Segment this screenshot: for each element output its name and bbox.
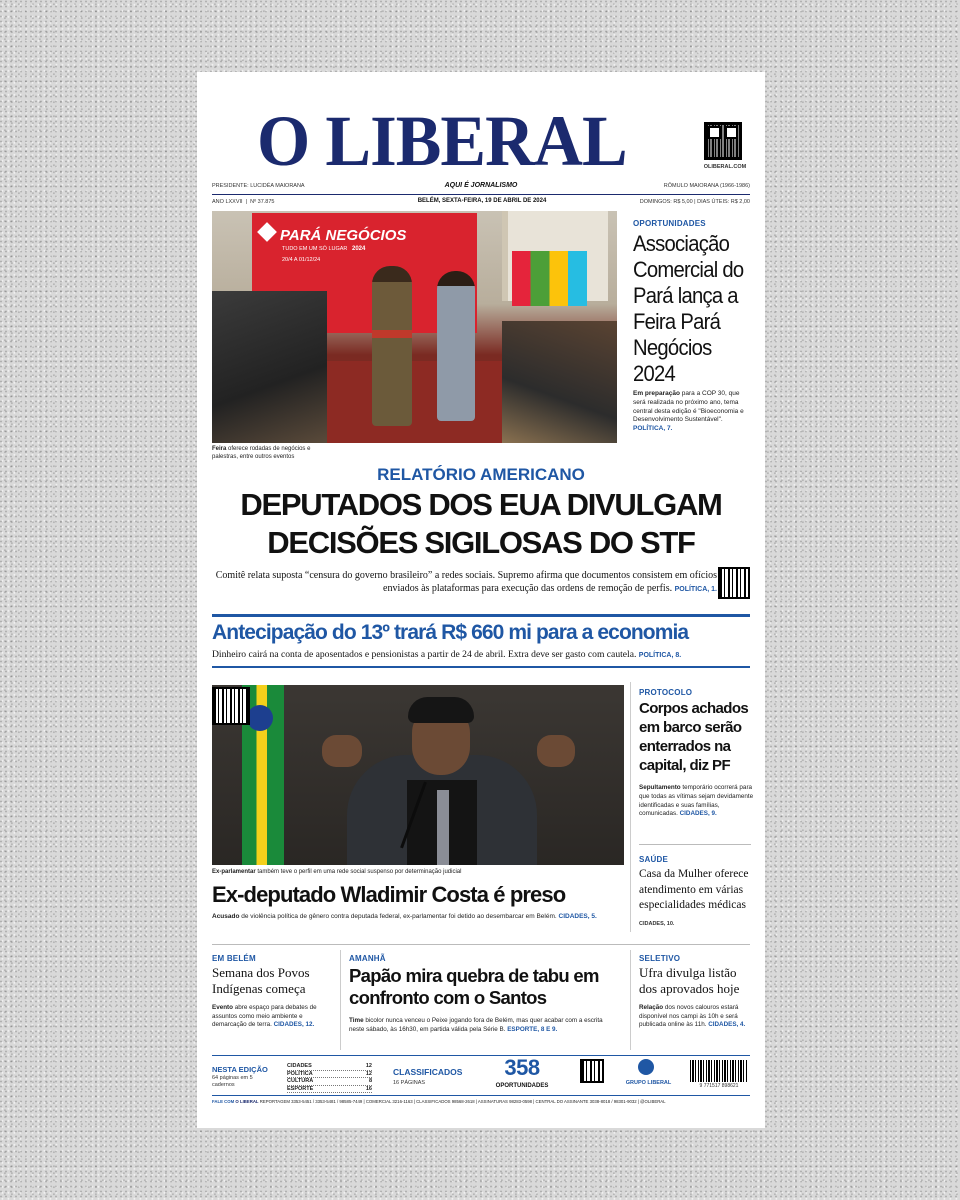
- main-story-ref[interactable]: POLÍTICA, 1.: [674, 586, 717, 593]
- saude-tag: SAÚDE: [639, 855, 669, 864]
- footer-divider: [212, 1055, 750, 1056]
- masthead-founder: RÔMULO MAIORANA (1966-1986): [663, 183, 750, 189]
- photo-story-qr-code[interactable]: [212, 687, 250, 725]
- speaker-right-hand: [537, 735, 575, 767]
- em-belem-lead-text: abre espaço para debates de assuntos como meio ambiente e demarcação de terra.: [212, 1004, 317, 1028]
- screen-subtitle: TUDO EM UM SÓ LUGAR: [282, 246, 348, 252]
- main-headline-line2[interactable]: DECISÕES SIGILOSAS DO STF: [267, 525, 695, 560]
- volume-text: ANO LXXVII: [212, 199, 243, 205]
- section-pages: 16: [365, 1085, 372, 1092]
- main-story-qr-code[interactable]: [718, 567, 750, 599]
- flag-globe: [247, 705, 273, 731]
- amanha-tag: AMANHÃ: [349, 954, 386, 963]
- second-story-divider: [212, 666, 750, 668]
- section-row[interactable]: [287, 1086, 372, 1094]
- section-row[interactable]: [287, 1078, 372, 1086]
- section-name: CIDADES: [287, 1063, 312, 1069]
- em-belem-ref[interactable]: CIDADES, 12.: [273, 1021, 315, 1028]
- amanha-lead-text: bicolor nunca venceu o Peixe jogando fora de Belém, mas quer acabar com a escrita neste sábado, às 16h30, em partida válida pela Série B.: [349, 1017, 603, 1033]
- saude-headline[interactable]: Casa da Mulher oferece atendimento em várias especialidades médicas: [639, 868, 749, 911]
- arrest-photo[interactable]: [212, 685, 624, 865]
- protocolo-ref[interactable]: CIDADES, 9.: [679, 810, 717, 818]
- seletivo-headline[interactable]: Ufra divulga listão dos aprovados hoje: [639, 965, 740, 996]
- contact-line[interactable]: REPORTAGEM 3353-5451 / 3353-5481 / 98585-7449 | COMERCIAL 3216-1163 | CLASSIFICADOS 98568-2618 | ASSINATURAS 98283-0598 | CENTRAL DO ASSINANTE 3038-8018 / 98301-9032 | @OLIBERAL: [259, 1099, 666, 1104]
- audience-left: [212, 291, 327, 443]
- side-story-headline[interactable]: Associação Comercial do Pará lança a Feira Pará Negócios 2024: [633, 231, 744, 386]
- masthead-title[interactable]: O LIBERAL: [257, 101, 627, 181]
- section-pages: 12: [365, 1063, 372, 1069]
- footer-qr-code[interactable]: [580, 1059, 604, 1083]
- masthead-date: BELÉM, SEXTA-FEIRA, 19 DE ABRIL DE 2024: [417, 198, 547, 204]
- photo-caption-bold: Ex-parlamentar: [212, 869, 256, 875]
- speaker-hair: [408, 697, 474, 723]
- photo-story-ref[interactable]: CIDADES, 5.: [558, 913, 597, 920]
- second-story-ref[interactable]: POLÍTICA, 8.: [638, 652, 682, 659]
- seletivo-lead: [639, 1004, 755, 1030]
- opportunities-label: OPORTUNIDADES: [495, 1083, 549, 1089]
- masthead-president: PRESIDENTE: LUCIDÉA MAIORANA: [212, 183, 305, 189]
- main-story-lead: [212, 569, 717, 596]
- contact-bar: [212, 1099, 750, 1104]
- main-lead-text: Comitê relata suposta “censura do governo brasileiro” a redes sociais. Supremo afirma que documentos consistem em ofícios enviados às plataformas para execução das ordens de remoção de perfis.: [215, 570, 717, 594]
- side-lead-bold: Em preparação: [633, 390, 680, 397]
- amanha-ref[interactable]: ESPORTE, 8 E 9.: [507, 1025, 558, 1033]
- side-lead-text: para a COP 30, que será realizada no próximo ano, tema central desta edição é "Bioeconomia e Desenvolvimento Sustentável".: [633, 390, 744, 424]
- newspaper-front-page: [197, 72, 765, 1128]
- model-two: [437, 271, 475, 421]
- amanha-lead-bold: Time: [349, 1017, 364, 1024]
- protocolo-tag: PROTOCOLO: [639, 688, 693, 697]
- seletivo-ref[interactable]: CIDADES, 4.: [708, 1021, 746, 1028]
- amanha-lead: [349, 1017, 619, 1034]
- main-headline-line1[interactable]: DEPUTADOS DOS EUA DIVULGAM: [240, 487, 722, 522]
- protocolo-headline[interactable]: Corpos achados em barco serão enterrados na capital, diz PF: [639, 700, 749, 774]
- section-name: CULTURA: [287, 1078, 314, 1085]
- screen-title: PARÁ NEGÓCIOS: [280, 227, 407, 244]
- second-story-lead: [212, 649, 750, 660]
- audience-right: [502, 321, 617, 443]
- saude-ref[interactable]: CIDADES, 10.: [639, 921, 675, 927]
- contact-brand: O LIBERAL: [235, 1099, 259, 1104]
- masthead-divider: [212, 194, 750, 195]
- em-belem-lead: [212, 1004, 332, 1030]
- section-row[interactable]: [287, 1071, 372, 1079]
- second-story-headline[interactable]: Antecipação do 13º trará R$ 660 mi para a economia: [212, 621, 689, 644]
- second-lead-text: Dinheiro cairá na conta de aposentados e pensionistas a partir de 24 de abril. Extra deve ser gasto com cautela.: [212, 649, 637, 660]
- section-name: ESPORTE: [287, 1085, 314, 1092]
- issue-number: Nº 37.875: [250, 199, 275, 205]
- masthead-price: DOMINGOS: R$ 5,00 | DIAS ÚTEIS: R$ 2,00: [639, 199, 750, 205]
- fashion-show-photo[interactable]: [212, 211, 617, 443]
- side-story-ref[interactable]: POLÍTICA, 7.: [633, 425, 673, 433]
- photo-lead-text: de violência política de gênero contra deputada federal, ex-parlamentar foi detido ao desembarcar em Belém.: [241, 913, 557, 920]
- main-kicker: RELATÓRIO AMERICANO: [377, 465, 585, 484]
- top-photo-caption: [212, 446, 332, 461]
- section-pages: 12: [365, 1070, 372, 1077]
- top-photo-credit: [204, 222, 210, 282]
- em-belem-tag: EM BELÉM: [212, 954, 256, 963]
- bottom-divider-left: [340, 950, 341, 1050]
- speaker-tie: [437, 790, 449, 865]
- top-caption-bold: Feira: [212, 446, 227, 452]
- section-name: POLÍTICA: [287, 1070, 313, 1077]
- classificados-pages: 16 PÁGINAS: [393, 1080, 426, 1086]
- protocolo-lead-text: temporário ocorrerá para que todas as vítimas sejam devidamente identificadas e suas famílias, comunicadas.: [639, 784, 754, 818]
- screen-logo-icon: [257, 222, 277, 242]
- screen-dates: 20/4 A 01/12/24: [282, 257, 321, 263]
- bottom-divider-right: [630, 950, 631, 1050]
- blue-divider: [212, 614, 750, 617]
- em-belem-headline[interactable]: Semana dos Povos Indígenas começa: [212, 965, 310, 996]
- contact-prefix: FALE COM: [212, 1099, 235, 1104]
- grupo-liberal-logo-icon: [638, 1059, 654, 1075]
- screen-year: 2024: [352, 246, 366, 252]
- section-row[interactable]: [287, 1063, 372, 1071]
- classificados-label[interactable]: CLASSIFICADOS: [393, 1067, 463, 1077]
- model-one: [372, 266, 412, 426]
- edition-label: NESTA EDIÇÃO: [212, 1065, 268, 1074]
- side-story-lead: [633, 390, 753, 434]
- barcode: [690, 1060, 748, 1082]
- speaker-left-hand: [322, 735, 362, 767]
- photo-story-headline[interactable]: Ex-deputado Wladimir Costa é preso: [212, 882, 566, 907]
- seletivo-tag: SELETIVO: [639, 954, 681, 963]
- masthead-volume: ANO LXXVII | Nº 37.875: [212, 199, 275, 205]
- right-column-rule: [639, 844, 751, 845]
- sections-index: [287, 1063, 372, 1093]
- seletivo-lead-text: dos novos calouros estará disponível nos campi às 10h e será publicada online às 11h.: [639, 1004, 739, 1028]
- masthead-slogan: AQUI É JORNALISMO: [444, 182, 518, 189]
- contact-divider: [212, 1095, 750, 1096]
- photo-story-lead: [212, 912, 632, 921]
- top-caption-text: oferece rodadas de negócios e palestras, entre outros eventos: [212, 446, 311, 460]
- photo-caption-text: também teve o perfil em uma rede social suspenso por determinação judicial: [257, 869, 462, 875]
- photo-lead-bold: Acusado: [212, 913, 240, 920]
- bottom-section-divider: [212, 944, 750, 945]
- sdg-banner: [512, 251, 587, 306]
- section-pages: 8: [368, 1078, 372, 1085]
- masthead-qr-caption: OLIBERAL.COM: [703, 164, 747, 170]
- amanha-headline[interactable]: Papão mira quebra de tabu em confronto com o Santos: [349, 965, 599, 1008]
- barcode-number: 9 771517 898621: [699, 1083, 739, 1089]
- side-story-tag: OPORTUNIDADES: [633, 219, 706, 228]
- photo-story-caption: [212, 868, 624, 877]
- em-belem-lead-bold: Evento: [212, 1004, 233, 1011]
- opportunities-count: 358: [504, 1055, 540, 1080]
- grupo-liberal-label: GRUPO LIBERAL: [625, 1080, 672, 1086]
- protocolo-lead-bold: Sepultamento: [639, 784, 681, 791]
- protocolo-lead: [639, 784, 755, 819]
- edition-pages: 64 páginas em 5 cadernos: [212, 1075, 253, 1088]
- right-column-divider: [630, 682, 631, 932]
- seletivo-lead-bold: Relação: [639, 1004, 664, 1011]
- masthead-qr-code[interactable]: [704, 122, 742, 160]
